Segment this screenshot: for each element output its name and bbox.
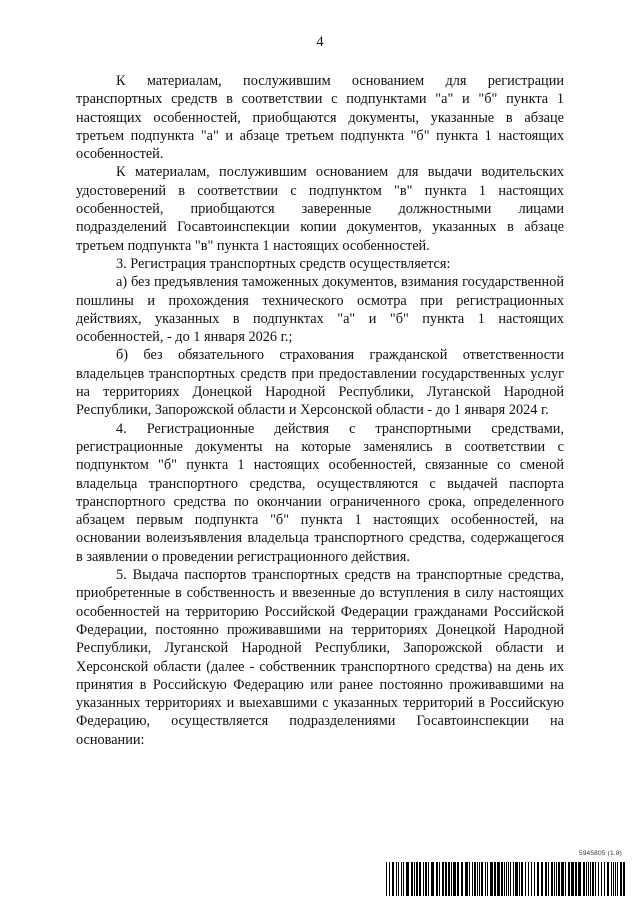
paragraph-item-3a: а) без предъявления таможенных документов, взимания государственной пошлины и прохождения технического осмотра при регистрационных действиях, указанных в подпунктах "а" и "б" пункта 1 настоящих особенностей, - до 1 января 2026 г.; bbox=[76, 274, 564, 346]
paragraph-materials-licenses: К материалам, послужившим основанием для выдачи водительских удостоверений в соответствии с подпунктом "в" пункта 1 настоящих особенностей, приобщаются заверенные должностными лицами подразделений Госавтоинспекции копии документов, указанных в абзаце третьем подпункта "в" пункта 1 настоящих особенностей. bbox=[76, 164, 564, 254]
page-number: 4 bbox=[316, 34, 324, 50]
document-body bbox=[76, 72, 564, 749]
barcode-icon bbox=[386, 862, 626, 896]
paragraph-item-3: 3. Регистрация транспортных средств осуществляется: bbox=[116, 255, 451, 272]
barcode-code: 5945805 (1.8) bbox=[578, 850, 622, 857]
paragraph-materials-registration: К материалам, послужившим основанием для регистрации транспортных средств в соответствии с подпунктами "а" и "б" пункта 1 настоящих особенностей, приобщаются документы, указанные в абзаце третьем подпункта "а" и абзаце третьем подпункта "б" пункта 1 настоящих особенностей. bbox=[76, 73, 564, 163]
paragraph-item-4: 4. Регистрационные действия с транспортными средствами, регистрационные документы на которые заменялись в соответствии с подпунктом "б" пункта 1 настоящих особенностей, связанные со сменой владельца транспортного средства, осуществляются с выдачей паспорта транспортного средства по окончании ограниченного срока, определенного абзацем первым подпункта "б" пункта 1 настоящих особенностей, на основании волеизъявления владельца транспортного средства, содержащегося в заявлении о проведении регистрационного действия. bbox=[76, 420, 564, 565]
paragraph-item-5: 5. Выдача паспортов транспортных средств на транспортные средства, приобретенные в собственность и ввезенные до вступления в силу настоящих особенностей на территорию Российской Федерации гражданами Российской Федерации, постоянно проживавшими на территориях Донецкой Народной Республики, Луганской Народной Республики, Запорожской области и Херсонской области (далее - собственник транспортного средства) на день их принятия в Российскую Федерацию или ранее постоянно проживавшими на указанных территориях и выехавшими с указанных территорий в Российскую Федерацию, осуществляется подразделениями Госавтоинспекции на основании: bbox=[76, 567, 564, 748]
paragraph-item-3b: б) без обязательного страхования гражданской ответственности владельцев транспортных средств при предоставлении государственных услуг на территориях Донецкой Народной Республики, Луганской Народной Республики, Запорожской области и Херсонской области - до 1 января 2024 г. bbox=[76, 347, 564, 419]
document-barcode bbox=[386, 850, 626, 898]
